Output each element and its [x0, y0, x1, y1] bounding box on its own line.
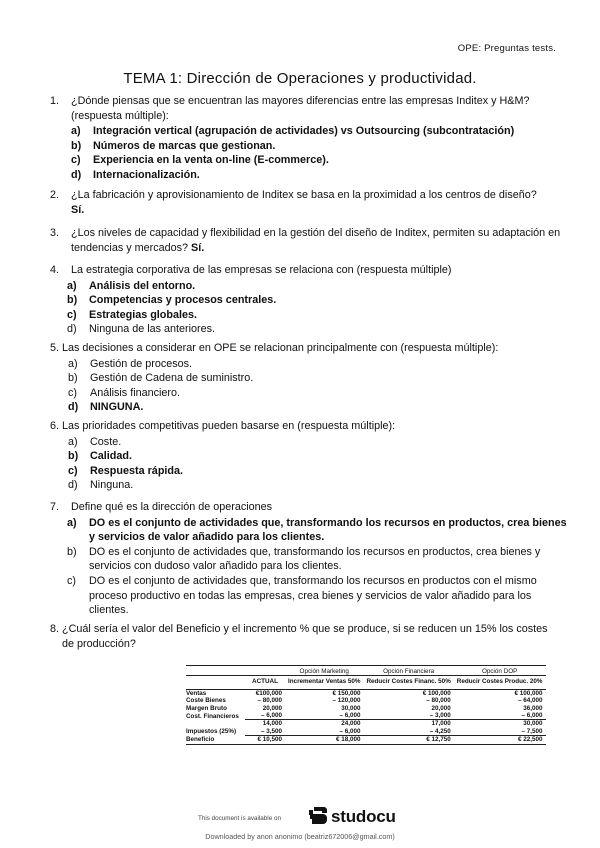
question-2 [50, 188, 570, 217]
option-d: d) Ninguna de las anteriores. [67, 323, 216, 336]
option-a: a) Integración vertical (agrupación de actividades) vs Outsourcing (subcontratación) [71, 125, 515, 138]
table-subheader: Reducir Costes Financ. 50% [363, 676, 453, 689]
table-subheader: Incrementar Ventas 50% [285, 676, 363, 689]
question-text: Las prioridades competitivas pueden basarse en (respuesta múltiple): [62, 420, 396, 432]
table-row: Cost. Financieros – 6,000 – 6,000 – 3,000 – 6,000 [186, 712, 543, 720]
option-d: d) Internacionalización. [71, 168, 200, 181]
option-c: c) Experiencia en la venta on-line (E-commerce). [71, 154, 329, 167]
option-a: a) DO es el conjunto de actividades que, transformando los recursos en productos, crea bienes y servicios de valor añadido para los clientes. [67, 516, 567, 544]
question-text: ¿Los niveles de capacidad y flexibilidad en la gestión del diseño de Inditex, permiten su adaptación en tendencias y mercados? [71, 227, 561, 254]
question-8 [50, 622, 550, 651]
available-text: This document is available on [198, 815, 281, 822]
table-subheader: ACTUAL [245, 676, 285, 689]
question-number: 8. [50, 623, 60, 635]
option-b: b) Calidad. [68, 450, 132, 463]
table-option-header: Opción Marketing [285, 666, 363, 676]
question-text: La estrategia corporativa de las empresas se relaciona con (respuesta múltiple) [71, 264, 452, 276]
question-text: Las decisiones a considerar en OPE se relacionan principalmente con (respuesta múltiple): [62, 342, 499, 354]
table-row: 14,000 24,000 17,000 30,000 [186, 720, 546, 728]
option-c: c) Respuesta rápida. [68, 464, 184, 477]
answer: Sí. [71, 203, 85, 216]
question-1 [50, 94, 570, 183]
question-text: ¿Dónde piensas que se encuentran las mayores diferencias entre las empresas Inditex y H&M? (respuesta múltiple): [71, 95, 530, 122]
question-text: Define qué es la dirección de operaciones [71, 501, 273, 513]
question-6 [50, 419, 570, 493]
question-4 [50, 263, 570, 337]
question-text: ¿Cuál sería el valor del Beneficio y el incremento % que se produce, si se reducen un 15% los costes de producción? [62, 623, 548, 650]
table-row: Margen Bruto 20,000 30,000 20,000 36,000 [186, 704, 543, 712]
option-c: c) DO es el conjunto de actividades que, transformando los recursos en productos con el mismo proceso productivo en todas las empresas, crea bienes y servicios de valor añadido para los clientes. [67, 574, 537, 617]
table-option-header: Opción DOP [454, 666, 546, 676]
option-b: b) Números de marcas que gestionan. [71, 139, 276, 152]
financial-table [186, 665, 546, 745]
question-number: 6. [50, 420, 60, 432]
option-b: b) DO es el conjunto de actividades que, transformando los recursos en productos, crea bienes y servicios con dudoso valor añadido para los clientes. [67, 545, 541, 573]
table-row: Impuestos (25%) – 3,500 – 6,000 – 4,250 – 7,500 [186, 727, 543, 736]
studocu-logo-icon [308, 805, 328, 832]
table-subheader: Reducir Costes Produc. 20% [454, 676, 546, 689]
question-number: 4. [50, 264, 60, 276]
question-number: 1. [50, 95, 60, 107]
table-option-header: Opción Financiera [363, 666, 453, 676]
page-header: OPE: Preguntas tests. [457, 43, 556, 54]
option-b: b) Competencias y procesos centrales. [67, 294, 277, 307]
option-a: a) Coste. [68, 435, 122, 448]
option-d: d) NINGUNA. [68, 401, 144, 414]
option-b: b) Gestión de Cadena de suministro. [68, 372, 254, 385]
option-a: a) Gestión de procesos. [68, 357, 193, 370]
question-number: 5. [50, 342, 60, 354]
question-number: 2. [50, 189, 60, 201]
question-number: 3. [50, 227, 60, 239]
studocu-brand: studocu [331, 807, 396, 826]
question-7 [50, 500, 570, 618]
option-c: c) Análisis financiero. [68, 386, 181, 399]
question-text: ¿La fabricación y aprovisionamiento de Inditex se basa en la proximidad a los centros de diseño? [71, 189, 537, 201]
answer: Sí. [191, 241, 205, 254]
table-row: Beneficio € 10,500 € 18,000 € 12,750 € 22,500 [186, 736, 546, 744]
question-5 [50, 341, 570, 415]
question-number: 7. [50, 501, 60, 513]
option-d: d) Ninguna. [68, 479, 134, 492]
download-notice: Downloaded by anon anonimo (beatriz672006@gmail.com) [205, 832, 395, 841]
question-3 [50, 226, 570, 255]
option-c: c) Estrategias globales. [67, 308, 198, 321]
studocu-banner [198, 805, 408, 829]
table-row: Coste Bienes – 80,000 – 120,000 – 80,000 – 64,000 [186, 697, 543, 705]
option-a: a) Análisis del entorno. [67, 279, 196, 292]
page-title: TEMA 1: Dirección de Operaciones y productividad. [123, 70, 477, 87]
table-row: Ventas €100,000 € 150,000 € 100,000 € 100,000 [186, 689, 546, 697]
